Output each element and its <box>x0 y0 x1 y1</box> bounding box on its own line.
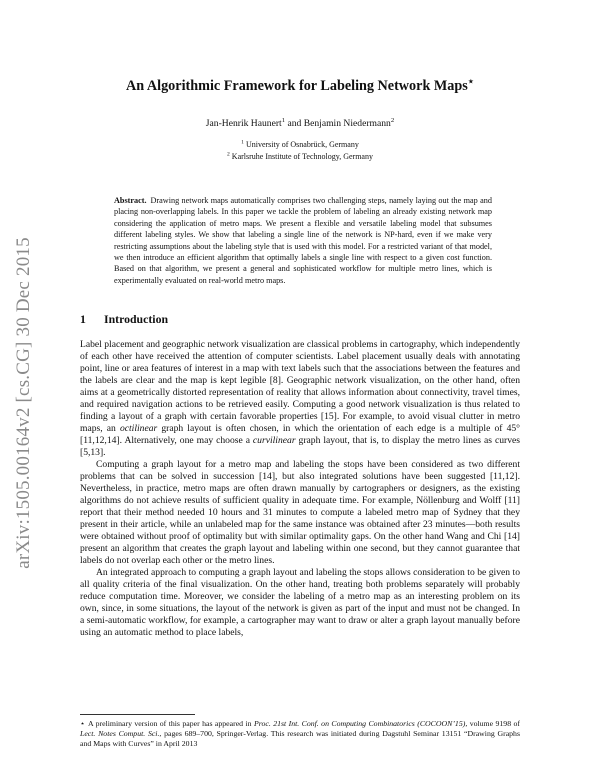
author-separator: and <box>285 118 304 129</box>
emphasis-term: curvilinear <box>252 435 296 446</box>
paragraph: Computing a graph layout for a metro map and labeling the stops have been considered as two different problems that can be solved in succession [14], but also integrated solutions have been suggested [11,12]. Nevertheless, in practice, metro maps are often drawn manually by cartographers or designers, as the existing algorithms do not achieve results of sufficient quality in adequate time. For example, Nöllenburg and Wolff [11] report that their method needed 10 hours and 31 minutes to compute a labeled metro map of Sydney that they present in their article, while an unlabeled map for the same instance was obtained after 23 minutes—both results were obtained without proof of optimality but with similar optimality gaps. On the other hand Wang and Chi [14] present an algorithm that creates the graph layout and labeling within one second, but they cannot guarantee that labels do not overlap each other or the metro lines. <box>80 459 520 566</box>
abstract-text: Drawing network maps automatically comprises two challenging steps, namely laying out the map and placing non-overlapping labels. In this paper we tackle the problem of labeling an already existing network map considering the application of metro maps. We present a flexible and versatile labeling model that subsumes different labeling styles. We show that labeling a single line of the network is NP-hard, even if we make very restricting assumptions about the labeling style that is used with this model. For a restricted variant of that model, we then introduce an efficient algorithm that optimally labels a single line with respect to a given cost function. Based on that algorithm, we present a general and sophisticated workflow for multiple metro lines, which is experimentally evaluated on real-world metro maps. <box>114 196 492 285</box>
footnote-rule <box>80 714 195 715</box>
abstract-label: Abstract. <box>114 196 147 205</box>
footnote <box>80 719 520 750</box>
paragraph <box>80 339 520 459</box>
author-affiliation-mark: 2 <box>390 116 395 124</box>
paper-title-text: An Algorithmic Framework for Labeling Network Maps <box>126 78 468 94</box>
section-body <box>80 339 520 639</box>
section-heading <box>80 312 520 327</box>
paragraph: An integrated approach to computing a graph layout and labeling the stops allows consideration to be given to all quality criteria of the final visualization. On the other hand, treating both problems separately will probably reduce computation time. Moreover, we consider the labeling of a metro map as an interesting problem on its own, since, in some situations, the layout of the network is given as part of the input and must not be changed. In a semi-automatic workflow, for example, a cartographer may want to draw or alter a graph layout manually before using an automatic method to place labels, <box>80 567 520 638</box>
affiliation-mark: 2 <box>227 150 230 157</box>
author-affiliation-mark: 1 <box>281 116 286 124</box>
author-name: Benjamin Niedermann <box>303 118 391 129</box>
paper-title <box>80 78 520 95</box>
emphasis-term: octilinear <box>119 423 158 434</box>
section-title: Introduction <box>104 312 169 326</box>
title-footnote-mark: ⋆ <box>467 76 474 88</box>
footnote-text: pages 689–700, Springer-Verlag. This research was initiated during Dagstuhl Seminar 13151 “Drawing Graphs and Maps with Curves” in April 2013 <box>80 729 520 749</box>
paragraph-text: graph layout, that is, to display the metro lines as curves [5,13]. <box>80 435 520 458</box>
arxiv-stamp <box>6 203 42 603</box>
arxiv-identifier: arXiv:1505.00164v2 [cs.CG] 30 Dec 2015 <box>13 237 35 569</box>
paragraph-text: Label placement and geographic network visualization are classical problems in cartography, which independently of each other have received the attention of computer scientists. Label placement usually deals with annotating point, line or area features of interest in a map with text labels such that the associations between the features and the labels are clear and the map is kept legible [8]. Geographic network visualization, on the other hand, often aims at a geometrically distorted representation of reality that allows information about connectivity, travel times, and required navigation actions to be retrieved easily. Computing a good network visualization is thus related to finding a layout of a graph with certain favorable properties [15]. For example, to avoid visual clutter in metro maps, an <box>80 339 520 434</box>
paragraph-text: graph layout is often chosen, in which the orientation of each edge is a multiple of 45° [11,12,14]. Alternatively, one may choose a <box>80 423 520 446</box>
footnote-mark: ⋆ <box>80 719 85 728</box>
author-name: Jan-Henrik Haunert <box>205 118 282 129</box>
affiliation-text: Karlsruhe Institute of Technology, Germany <box>231 151 373 161</box>
affiliation <box>80 151 520 163</box>
section-number: 1 <box>80 312 86 326</box>
footnote-emphasis: Proc. 21st Int. Conf. on Computing Combinatorics (COCOON’15), <box>253 719 468 728</box>
affiliation-mark: 1 <box>241 139 244 146</box>
affiliation-text: University of Osnabrück, Germany <box>245 140 359 149</box>
author-list <box>80 118 520 129</box>
affiliation <box>80 139 520 151</box>
footnote-text: volume 9198 of <box>469 719 520 728</box>
footnote-text: A preliminary version of this paper has appeared in <box>88 719 252 728</box>
footnote-emphasis: Lect. Notes Comput. Sci., <box>80 729 162 739</box>
abstract <box>114 195 492 286</box>
affiliation-list <box>80 139 520 162</box>
